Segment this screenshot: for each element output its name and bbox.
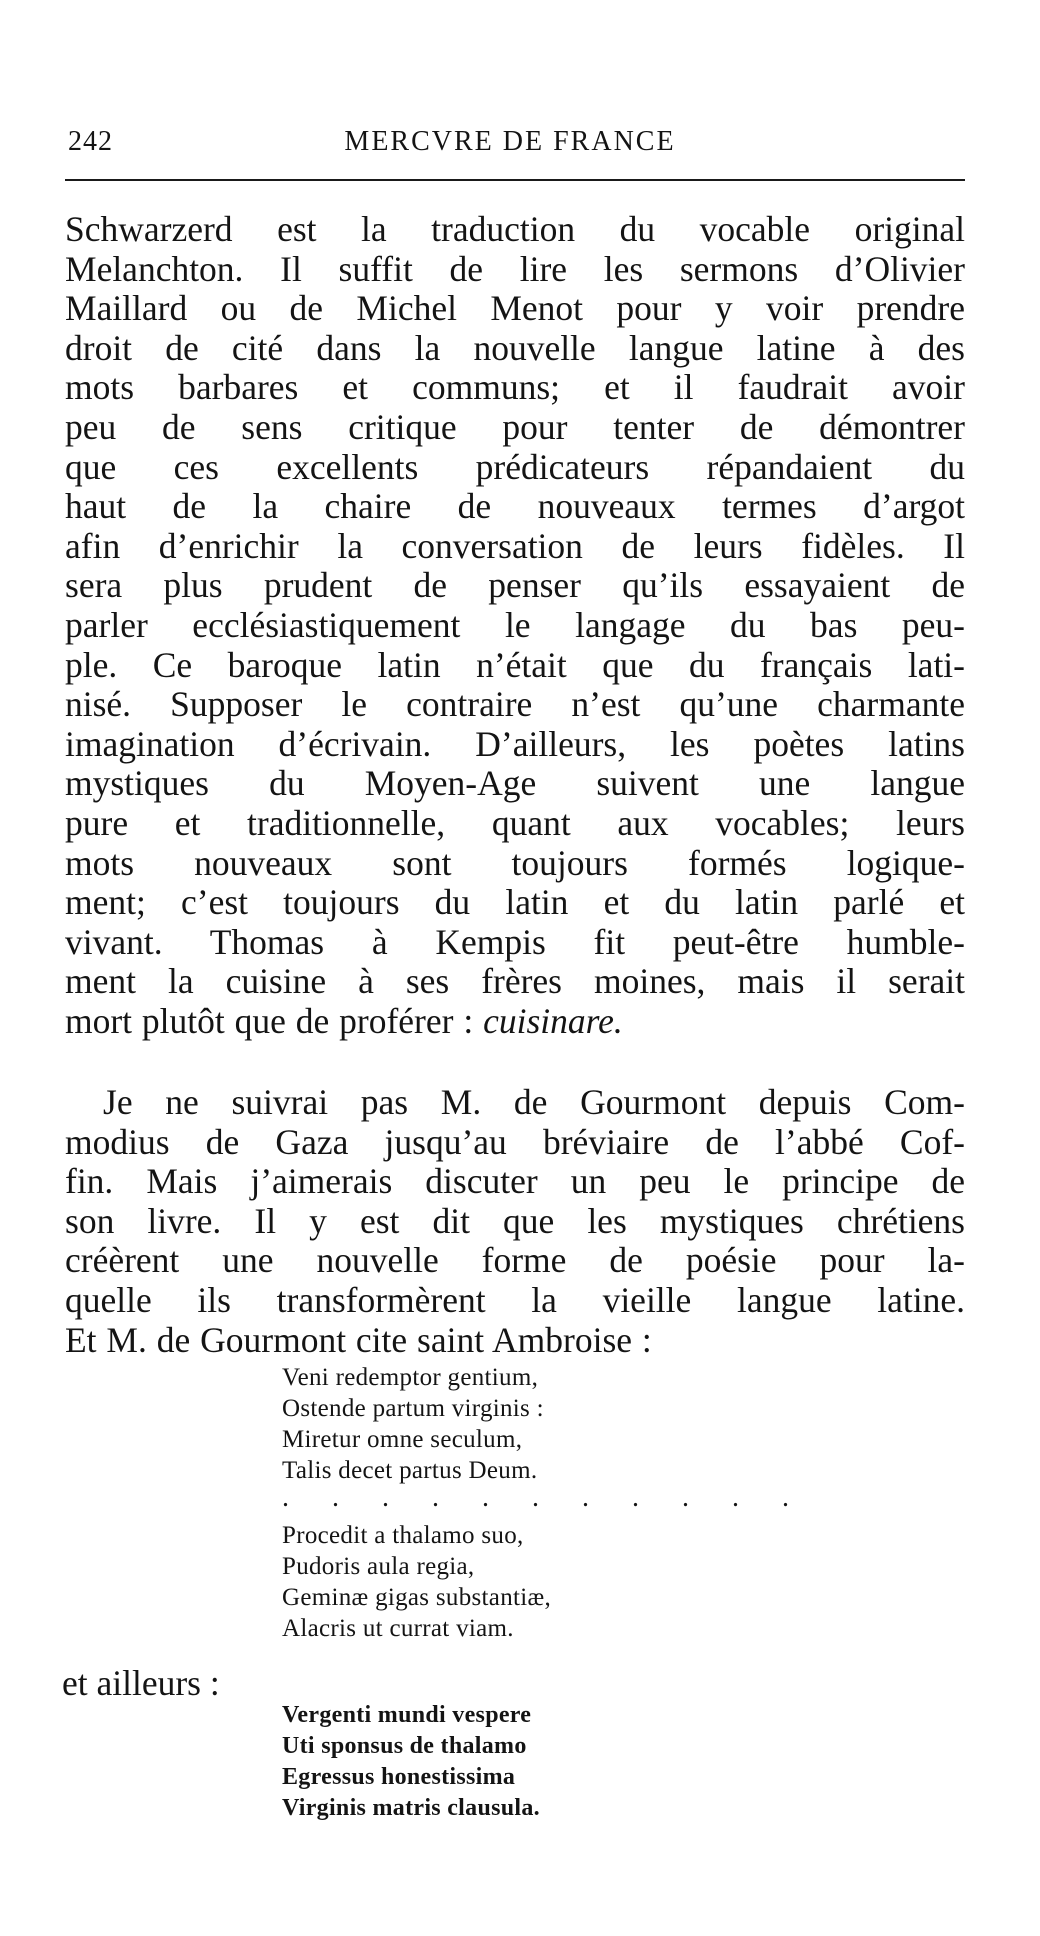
page-header [60,122,960,162]
text-line: ple. Ce baroque latin n’était que du français lati- [65,644,965,685]
text-line: mystiques du Moyen-Age suivent une langue [65,763,965,804]
text-line: Schwarzerd est la traduction du vocable original [65,209,965,249]
verse-ellipsis: . . . . . . . . . . . [282,1482,807,1513]
text-line: quelle ils transformèrent la vieille langue latine. [65,1279,965,1320]
verse-line: Miretur omne seculum, [282,1426,523,1453]
text-line: que ces excellents prédicateurs répandaient du [65,446,965,487]
page-number: 242 [68,126,113,157]
text-line: nisé. Supposer le contraire n’est qu’une charmante [65,684,965,725]
text-line: ment; c’est toujours du latin et du latin parlé et [65,882,965,923]
verse-line: Talis decet partus Deum. [282,1457,538,1484]
text-line: afin d’enrichir la conversation de leurs fidèles. Il [65,525,965,566]
text-line: pure et traditionnelle, quant aux vocables; leurs [65,802,965,843]
text-line: fin. Mais j’aimerais discuter un peu le principe de [65,1161,965,1202]
verse-line: Procedit a thalamo suo, [282,1522,524,1549]
text-line: ment la cuisine à ses frères moines, mais il serait [65,961,965,1002]
text-line: sera plus prudent de penser qu’ils essayaient de [65,565,965,606]
text-line: créèrent une nouvelle forme de poésie pour la- [65,1240,965,1281]
text-line: droit de cité dans la nouvelle langue latine à des [65,327,965,368]
header-rule [65,179,965,181]
running-title: MERCVRE DE FRANCE [344,126,676,157]
text-line: modius de Gaza jusqu’au bréviaire de l’abbé Cof- [65,1121,965,1162]
text-line: imagination d’écrivain. D’ailleurs, les poètes latins [65,723,965,764]
text-segment: mort plutôt que de proférer : [65,1000,484,1041]
verse-line: Egressus honestissima [282,1764,516,1790]
verse-line: Uti sponsus de thalamo [282,1733,527,1759]
verse-line: Virginis matris clausula. [282,1795,540,1821]
text-line: peu de sens critique pour tenter de démontrer [65,406,965,447]
text-line: Melanchton. Il suffit de lire les sermons d’Olivier [65,248,965,289]
verse-line: Ostende partum virginis : [282,1395,544,1422]
text-line: Et M. de Gourmont cite saint Ambroise : [65,1319,652,1360]
verse-line: Pudoris aula regia, [282,1553,475,1580]
text-line: mots nouveaux sont toujours formés logique- [65,842,965,883]
verse-line: Alacris ut currat viam. [282,1615,514,1642]
paragraph-1 [65,210,965,1041]
verse-stanza-1 [282,1362,544,1486]
text-line: Maillard ou de Michel Menot pour y voir prendre [65,288,965,329]
text-line: Je ne suivrai pas M. de Gourmont depuis Com- [103,1082,965,1122]
text-line: haut de la chaire de nouveaux termes d’argot [65,486,965,527]
text-line: mots barbares et communs; et il faudrait avoir [65,367,965,408]
verse-stanza-3 [282,1700,540,1824]
text-line: parler ecclésiastiquement le langage du bas peu- [65,604,965,645]
paragraph-2 [65,1083,965,1360]
connector-text: et ailleurs : [62,1663,220,1703]
verse-line: Vergenti mundi vespere [282,1702,532,1728]
verse-line: Geminæ gigas substantiæ, [282,1584,552,1611]
text-line: vivant. Thomas à Kempis fit peut-être humble- [65,921,965,962]
verse-stanza-2 [282,1520,551,1644]
text-line: son livre. Il y est dit que les mystiques chrétiens [65,1200,965,1241]
verse-line: Veni redemptor gentium, [282,1364,539,1391]
text-line-last [65,1002,965,1042]
italic-word: cuisinare. [483,1000,623,1041]
